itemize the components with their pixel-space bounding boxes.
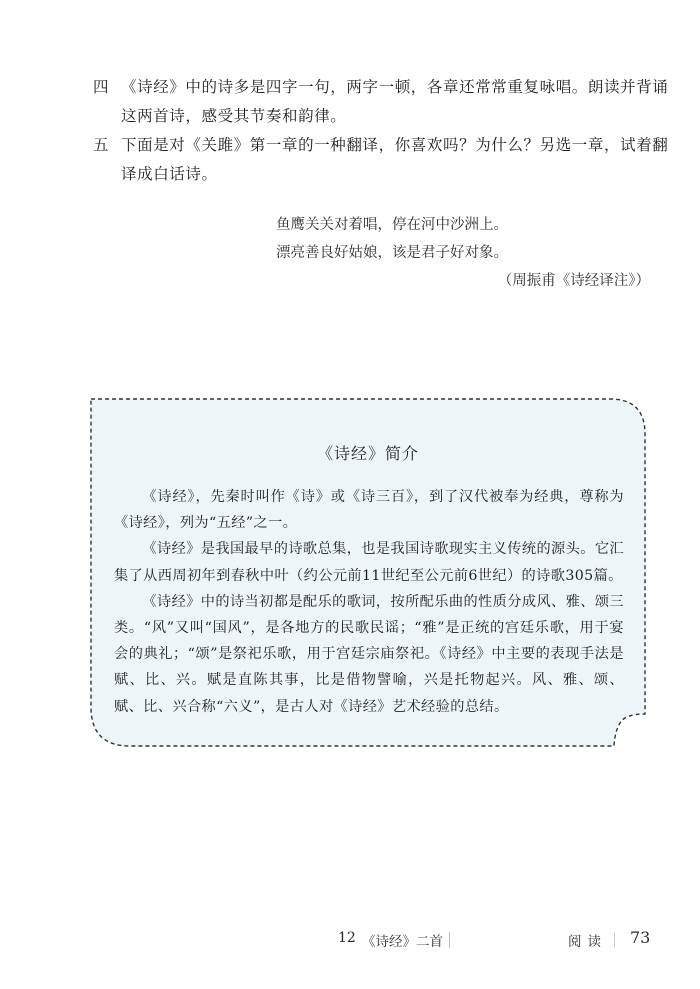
translation-line: 鱼鹰关关对着唱，停在河中沙洲上。: [276, 217, 508, 233]
intro-body: [114, 484, 624, 720]
translation-poem: [276, 211, 508, 267]
intro-paragraph: 《诗经》中的诗当初都是配乐的歌词，按所配乐曲的性质分成风、雅、颂三类。“风”又叫“国风”，是各地方的民歌民谣；“雅”是正统的宫廷乐歌，用于宴会的典礼；“颂”是祭祀乐歌，用于宫廷宗庙祭祀。《诗经》中主要的表现手法是赋、比、兴。赋是直陈其事，比是借物譬喻，兴是托物起兴。风、雅、颂、赋、比、兴合称“六义”，是古人对《诗经》艺术经验的总结。: [114, 593, 624, 715]
page-footer: [0, 930, 700, 954]
exercise-5: [93, 131, 683, 189]
translation-source: （周振甫《诗经译注》）: [497, 273, 650, 289]
page-number: 73: [630, 928, 651, 947]
exercise-4: [93, 73, 683, 131]
intro-paragraph: 《诗经》，先秦时叫作《诗》或《诗三百》，到了汉代被奉为经典，尊称为《诗经》，列为“五经”之一。: [114, 489, 624, 532]
exercise-text: 下面是对《关雎》第一章的一种翻译，你喜欢吗？为什么？另选一章，试着翻译成白话诗。: [121, 136, 669, 183]
translation-line: 漂亮善良好姑娘，该是君子好对象。: [276, 245, 508, 261]
intro-box-shijing: [90, 398, 646, 747]
intro-title: 《诗经》简介: [316, 444, 419, 463]
exercise-text: 《诗经》中的诗多是四字一句，两字一顿，各章还常常重复咏唱。朗读并背诵这两首诗，感受其节奏和韵律。: [121, 78, 669, 125]
chapter-number: 12: [338, 930, 356, 946]
footer-divider: [449, 932, 450, 948]
exercise-number: 五: [93, 136, 109, 154]
footer-divider: [614, 932, 615, 948]
section-label: 阅读: [568, 934, 607, 950]
exercise-number: 四: [93, 78, 109, 96]
chapter-title: 《诗经》二首: [362, 934, 443, 950]
intro-paragraph: 《诗经》是我国最早的诗歌总集，也是我国诗歌现实主义传统的源头。它汇集了从西周初年到春秋中叶（约公元前11世纪至公元前6世纪）的诗歌305篇。: [114, 541, 624, 584]
